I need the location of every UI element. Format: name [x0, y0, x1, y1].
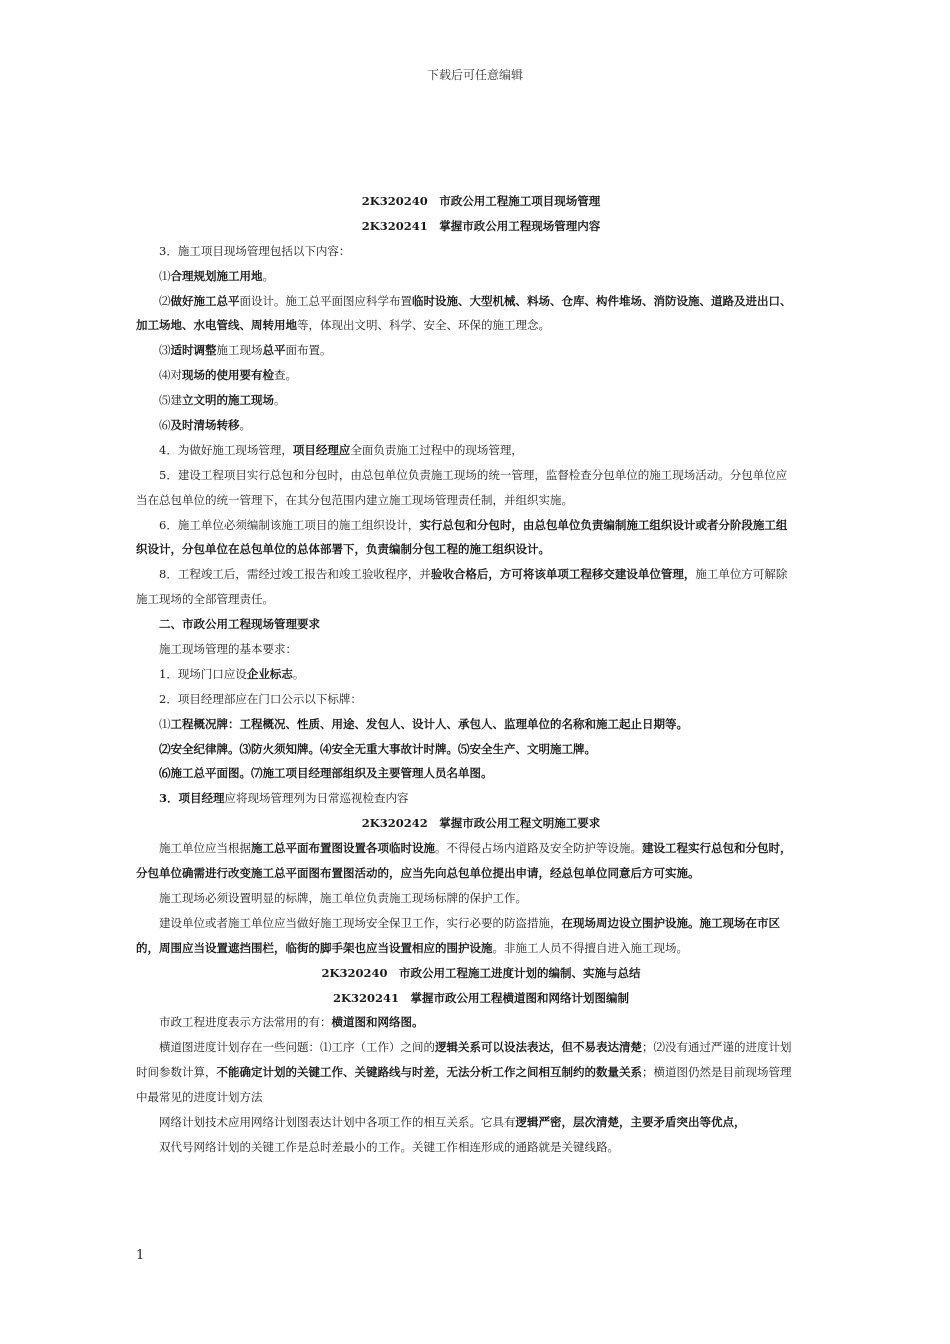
text-run: ⑹ — [159, 418, 171, 433]
bold-text: 施工总平面布置图设置各项临时设施 — [251, 841, 435, 856]
text-line — [136, 264, 826, 289]
text-run: ；横道图仍然是目前现场管理 — [642, 1065, 792, 1080]
text-line — [136, 438, 826, 463]
text-line — [136, 587, 826, 612]
bold-text: 在现场周边设立围护设施。施工现场在市区 — [561, 915, 780, 930]
text-run: 8．工程竣工后，需经过竣工报告和竣工验收程序，并 — [159, 567, 431, 582]
text-run: ⑵ — [159, 293, 171, 308]
text-run: 2K320240 市政公用工程施工项目现场管理 — [361, 194, 601, 208]
text-run: ⑴ — [159, 716, 171, 731]
text-run: 时间参数计算， — [136, 1065, 217, 1080]
section-heading — [136, 961, 826, 986]
text-run: ⑶ — [159, 343, 171, 358]
text-run: 施工现场必须设置明显的标牌，施工单位负责施工现场标牌的保护工作。 — [159, 890, 527, 905]
bold-text: 及时清场转移 — [170, 418, 240, 433]
text-line — [136, 761, 826, 786]
text-line — [136, 388, 826, 413]
text-run: 施工现场的全部管理责任。 — [136, 592, 274, 607]
text-run: 2．项目经理部应在门口公示以下标牌： — [159, 691, 362, 706]
bold-text: 织设计，分包单位在总包单位的总体部署下，负责编制分包工程的施工组织设计。 — [136, 542, 550, 557]
text-run: 2K320241 掌握市政公用工程现场管理内容 — [361, 218, 601, 233]
text-line — [136, 786, 826, 811]
bold-text: 实行总包和分包时，由总包单位负责编制施工组织设计或者分阶段施工组 — [419, 517, 788, 532]
text-run: ⑴ — [159, 268, 171, 283]
text-line — [136, 911, 826, 936]
text-run: 双代号网络计划的关键工作是总时差最小的工作。关键工作相连形成的通路就是关键线路。 — [159, 1139, 619, 1154]
text-line — [136, 289, 826, 314]
bold-text: 3．项目经理 — [159, 791, 225, 806]
text-line — [136, 537, 826, 562]
text-run: 当在总包单位的统一管理下，在其分包范围内建立施工现场管理责任制，并组织实施。 — [136, 492, 573, 507]
text-line — [136, 687, 826, 712]
section-heading — [136, 811, 826, 836]
text-run: ⑷对 — [159, 368, 182, 383]
text-run: ；⑵没有通过严谨的进度计划 — [642, 1040, 792, 1055]
header-note: 下载后可任意编辑 — [426, 68, 523, 82]
text-line — [136, 737, 826, 762]
bold-text: 不能确定计划的关键工作、关键路线与时差，无法分析工作之间相互制约的数量关系 — [216, 1065, 642, 1080]
text-run: ⑸建 — [159, 393, 182, 408]
text-line — [136, 1085, 826, 1110]
bold-text: 验收合格后，方可将该单项工程移交建设单位管理， — [430, 567, 696, 582]
bold-text: 企业标志 — [246, 666, 293, 681]
text-run: 等，体现出文明、科学、安全、环保的施工理念。 — [297, 318, 550, 333]
text-run: 5．建设工程项目实行总包和分包时，由总包单位负责施工现场的统一管理，监督检查分包单位的施工现场活动。分包单位应 — [159, 467, 788, 482]
text-run: 2K320240 市政公用工程施工进度计划的编制、实施与总结 — [321, 965, 641, 980]
text-line — [136, 936, 826, 961]
text-run: 。非施工人员不得擅自进入施工现场。 — [492, 940, 688, 955]
text-run: 3．施工项目现场管理包括以下内容： — [159, 243, 351, 258]
text-line — [136, 1035, 826, 1060]
text-line — [136, 363, 826, 388]
text-run: 施工单位应当根据 — [159, 841, 251, 856]
text-run: 。 — [274, 393, 286, 408]
text-line — [136, 313, 826, 338]
bold-text: 横道图和网络图。 — [331, 1015, 424, 1030]
text-line — [136, 637, 826, 662]
bold-text: 总平 — [262, 343, 286, 358]
text-run: 面设计。施工总平面图应科学布置 — [239, 293, 412, 308]
bold-text: 二、市政公用工程现场管理要求 — [159, 617, 320, 632]
text-line — [136, 861, 826, 886]
text-line — [136, 513, 826, 538]
section-heading — [136, 986, 826, 1011]
text-line — [136, 612, 826, 637]
text-run: 2K320241 掌握市政公用工程横道图和网络计划图编制 — [332, 990, 629, 1005]
bold-text: 逻辑严密，层次清楚，主要矛盾突出等优点， — [515, 1114, 746, 1129]
bold-text: ⑵安全纪律牌。⑶防火须知牌。⑷安全无重大事故计时牌。⑸安全生产、文明施工牌。 — [159, 741, 596, 756]
section-heading — [136, 189, 826, 214]
text-run: 网络计划技术应用网络计划图表达计划中各项工作的相互关系。它具有 — [159, 1114, 516, 1129]
text-run: 4．为做好施工现场管理， — [159, 442, 293, 457]
text-line — [136, 886, 826, 911]
bold-text: 逻辑关系可以设法表达，但不易表达清楚 — [435, 1040, 642, 1055]
bold-text: 临时设施、大型机械、料场、仓库、构件堆场、消防设施、道路及进出口、 — [412, 293, 792, 308]
text-run: 横道图进度计划存在一些问题：⑴工序（工作）之间的 — [159, 1040, 435, 1055]
text-run: 查。 — [274, 368, 297, 383]
text-run: 中最常见的进度计划方法 — [136, 1090, 263, 1105]
text-run: 6．施工单位必须编制该施工项目的施工组织设计， — [159, 517, 420, 532]
bold-text: 做好施工总平 — [170, 293, 240, 308]
text-line — [136, 562, 826, 587]
bold-text: 合理规划施工用地 — [170, 268, 263, 283]
bold-text: 建设工程实行总包和分包时， — [642, 841, 792, 856]
bold-text: 现场的使用要有检 — [182, 368, 274, 383]
text-run: 。 — [262, 268, 274, 283]
text-run: 施工单位方可解除 — [695, 567, 788, 582]
text-run: 2K320242 掌握市政公用工程文明施工要求 — [361, 816, 601, 831]
section-heading — [136, 214, 826, 239]
text-run: 。 — [239, 418, 251, 433]
text-run: 应将现场管理列为日常巡视检查内容 — [224, 791, 409, 806]
bold-text: 的，周围应当设置遮挡围栏，临街的脚手架也应当设置相应的围护设施 — [136, 940, 493, 955]
text-line — [136, 1110, 826, 1135]
text-run: 面布置。 — [285, 343, 332, 358]
text-line — [136, 1135, 826, 1160]
text-run: 全面负责施工过程中的现场管理， — [350, 442, 523, 457]
text-line — [136, 836, 826, 861]
bold-text: ⑹施工总平面图。⑺施工项目经理部组织及主要管理人员名单图。 — [159, 766, 493, 781]
bold-text: 立文明的施工现场 — [182, 393, 274, 408]
text-run: 施工现场管理的基本要求： — [159, 642, 297, 657]
bold-text: 加工场地、水电管线、周转用地 — [136, 318, 297, 333]
text-line — [136, 463, 826, 488]
page-number: 1 — [136, 1248, 145, 1263]
text-line — [136, 488, 826, 513]
text-run: 建设单位或者施工单位应当做好施工现场安全保卫工作，实行必要的防盗措施， — [159, 915, 562, 930]
text-run: 。不得侵占场内道路及安全防护等设施。 — [435, 841, 642, 856]
bold-text: 适时调整 — [170, 343, 217, 358]
text-line — [136, 413, 826, 438]
text-run: 1．现场门口应设 — [159, 666, 247, 681]
text-run: 市政工程进度表示方法常用的有： — [159, 1015, 332, 1030]
bold-text: 工程概况牌：工程概况、性质、用途、发包人、设计人、承包人、监理单位的名称和施工起止日期等。 — [170, 716, 688, 731]
text-line — [136, 712, 826, 737]
text-line — [136, 338, 826, 363]
bold-text: 项目经理应 — [292, 442, 351, 457]
document-body — [136, 189, 826, 1160]
text-line — [136, 239, 826, 264]
text-line — [136, 662, 826, 687]
text-line — [136, 1060, 826, 1085]
text-line — [136, 1010, 826, 1035]
text-run: 。 — [292, 666, 305, 681]
bold-text: 分包单位确需进行改变施工总平面图布置图活动的，应当先向总包单位提出申请，经总包单位同意后方可实施。 — [136, 866, 700, 881]
text-run: 施工现场 — [216, 343, 263, 358]
